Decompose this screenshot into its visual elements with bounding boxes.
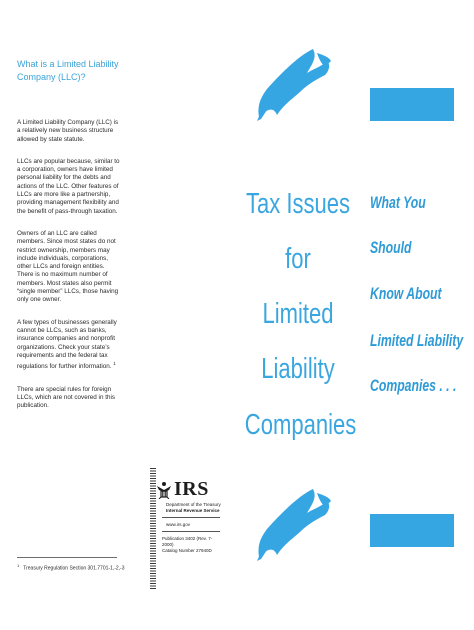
paragraph-popularity: LLCs are popular because, similar to a corporation, owners have limited personal liability for the debts and actions of the LLC. Other features of LLCs are more like a partnership, providing management flexibility and the benefit of pass-through taxation. xyxy=(17,157,120,215)
blue-bar-bottom xyxy=(370,514,454,547)
brush-stroke-bottom xyxy=(255,485,333,565)
paragraph-foreign: There are special rules for foreign LLCs, which are not covered in this publication. xyxy=(17,385,116,410)
irs-url: www.irs.gov xyxy=(166,522,191,527)
irs-wordmark: IRS xyxy=(174,478,209,500)
footnote-marker: 1 xyxy=(17,563,20,568)
footnote-ref: 1 xyxy=(113,361,116,367)
eagle-icon xyxy=(156,481,172,499)
publication-info xyxy=(162,536,222,554)
paragraph-restrictions-text: A few types of businesses generally cannot be LLCs, such as banks, insurance companies and nonprofit organizations. Check your state’s requirements and the federal tax regulations for further information. xyxy=(17,318,117,371)
subtitle-line-4: Limited Liability xyxy=(370,331,464,350)
irs-divider-1 xyxy=(162,517,220,518)
subtitle-line-2: Should xyxy=(370,238,412,257)
title-line-1: Tax Issues xyxy=(245,188,351,220)
department-label xyxy=(166,502,226,514)
title-line-4: Liability xyxy=(261,353,335,385)
subtitle-line-1: What You xyxy=(370,193,426,212)
footnote xyxy=(17,562,127,573)
blue-bar-top xyxy=(370,88,454,121)
irs-logo xyxy=(156,478,209,501)
catalog-number: Catalog Number 27940D xyxy=(162,548,212,553)
body-text xyxy=(17,119,122,424)
title-line-3: Limited xyxy=(262,298,334,330)
footnote-text: Treasury Regulation Section 301.7701-1,-2,-3 xyxy=(23,565,125,572)
title-line-2: for xyxy=(285,243,311,275)
department-line-1: Department of the Treasury xyxy=(166,502,221,507)
paragraph-intro: A Limited Liability Company (LLC) is a relatively new business structure allowed by state statute. xyxy=(17,119,119,143)
publication-number: Publication 3402 (Rev. 7-2000) xyxy=(162,536,213,547)
irs-logo-block xyxy=(150,468,220,590)
irs-divider-2 xyxy=(162,531,220,532)
subtitle-line-5: Companies . . . xyxy=(370,376,457,395)
paragraph-members: Owners of an LLC are called members. Since most states do not restrict ownership, members may include individuals, corporations, other LLCs and foreign entities. There is no maximum number of members. Most states also permit “single member” LLCs, those having only one owner. xyxy=(17,229,119,304)
department-line-2: Internal Revenue Service xyxy=(166,508,220,513)
paragraph-restrictions xyxy=(17,319,122,372)
subtitle-line-3: Know About xyxy=(370,284,442,303)
section-heading: What is a Limited Liability Company (LLC)? xyxy=(17,59,119,82)
title-line-5: Companies xyxy=(244,409,357,441)
footnote-divider xyxy=(17,557,117,558)
brush-stroke-top xyxy=(255,45,333,125)
